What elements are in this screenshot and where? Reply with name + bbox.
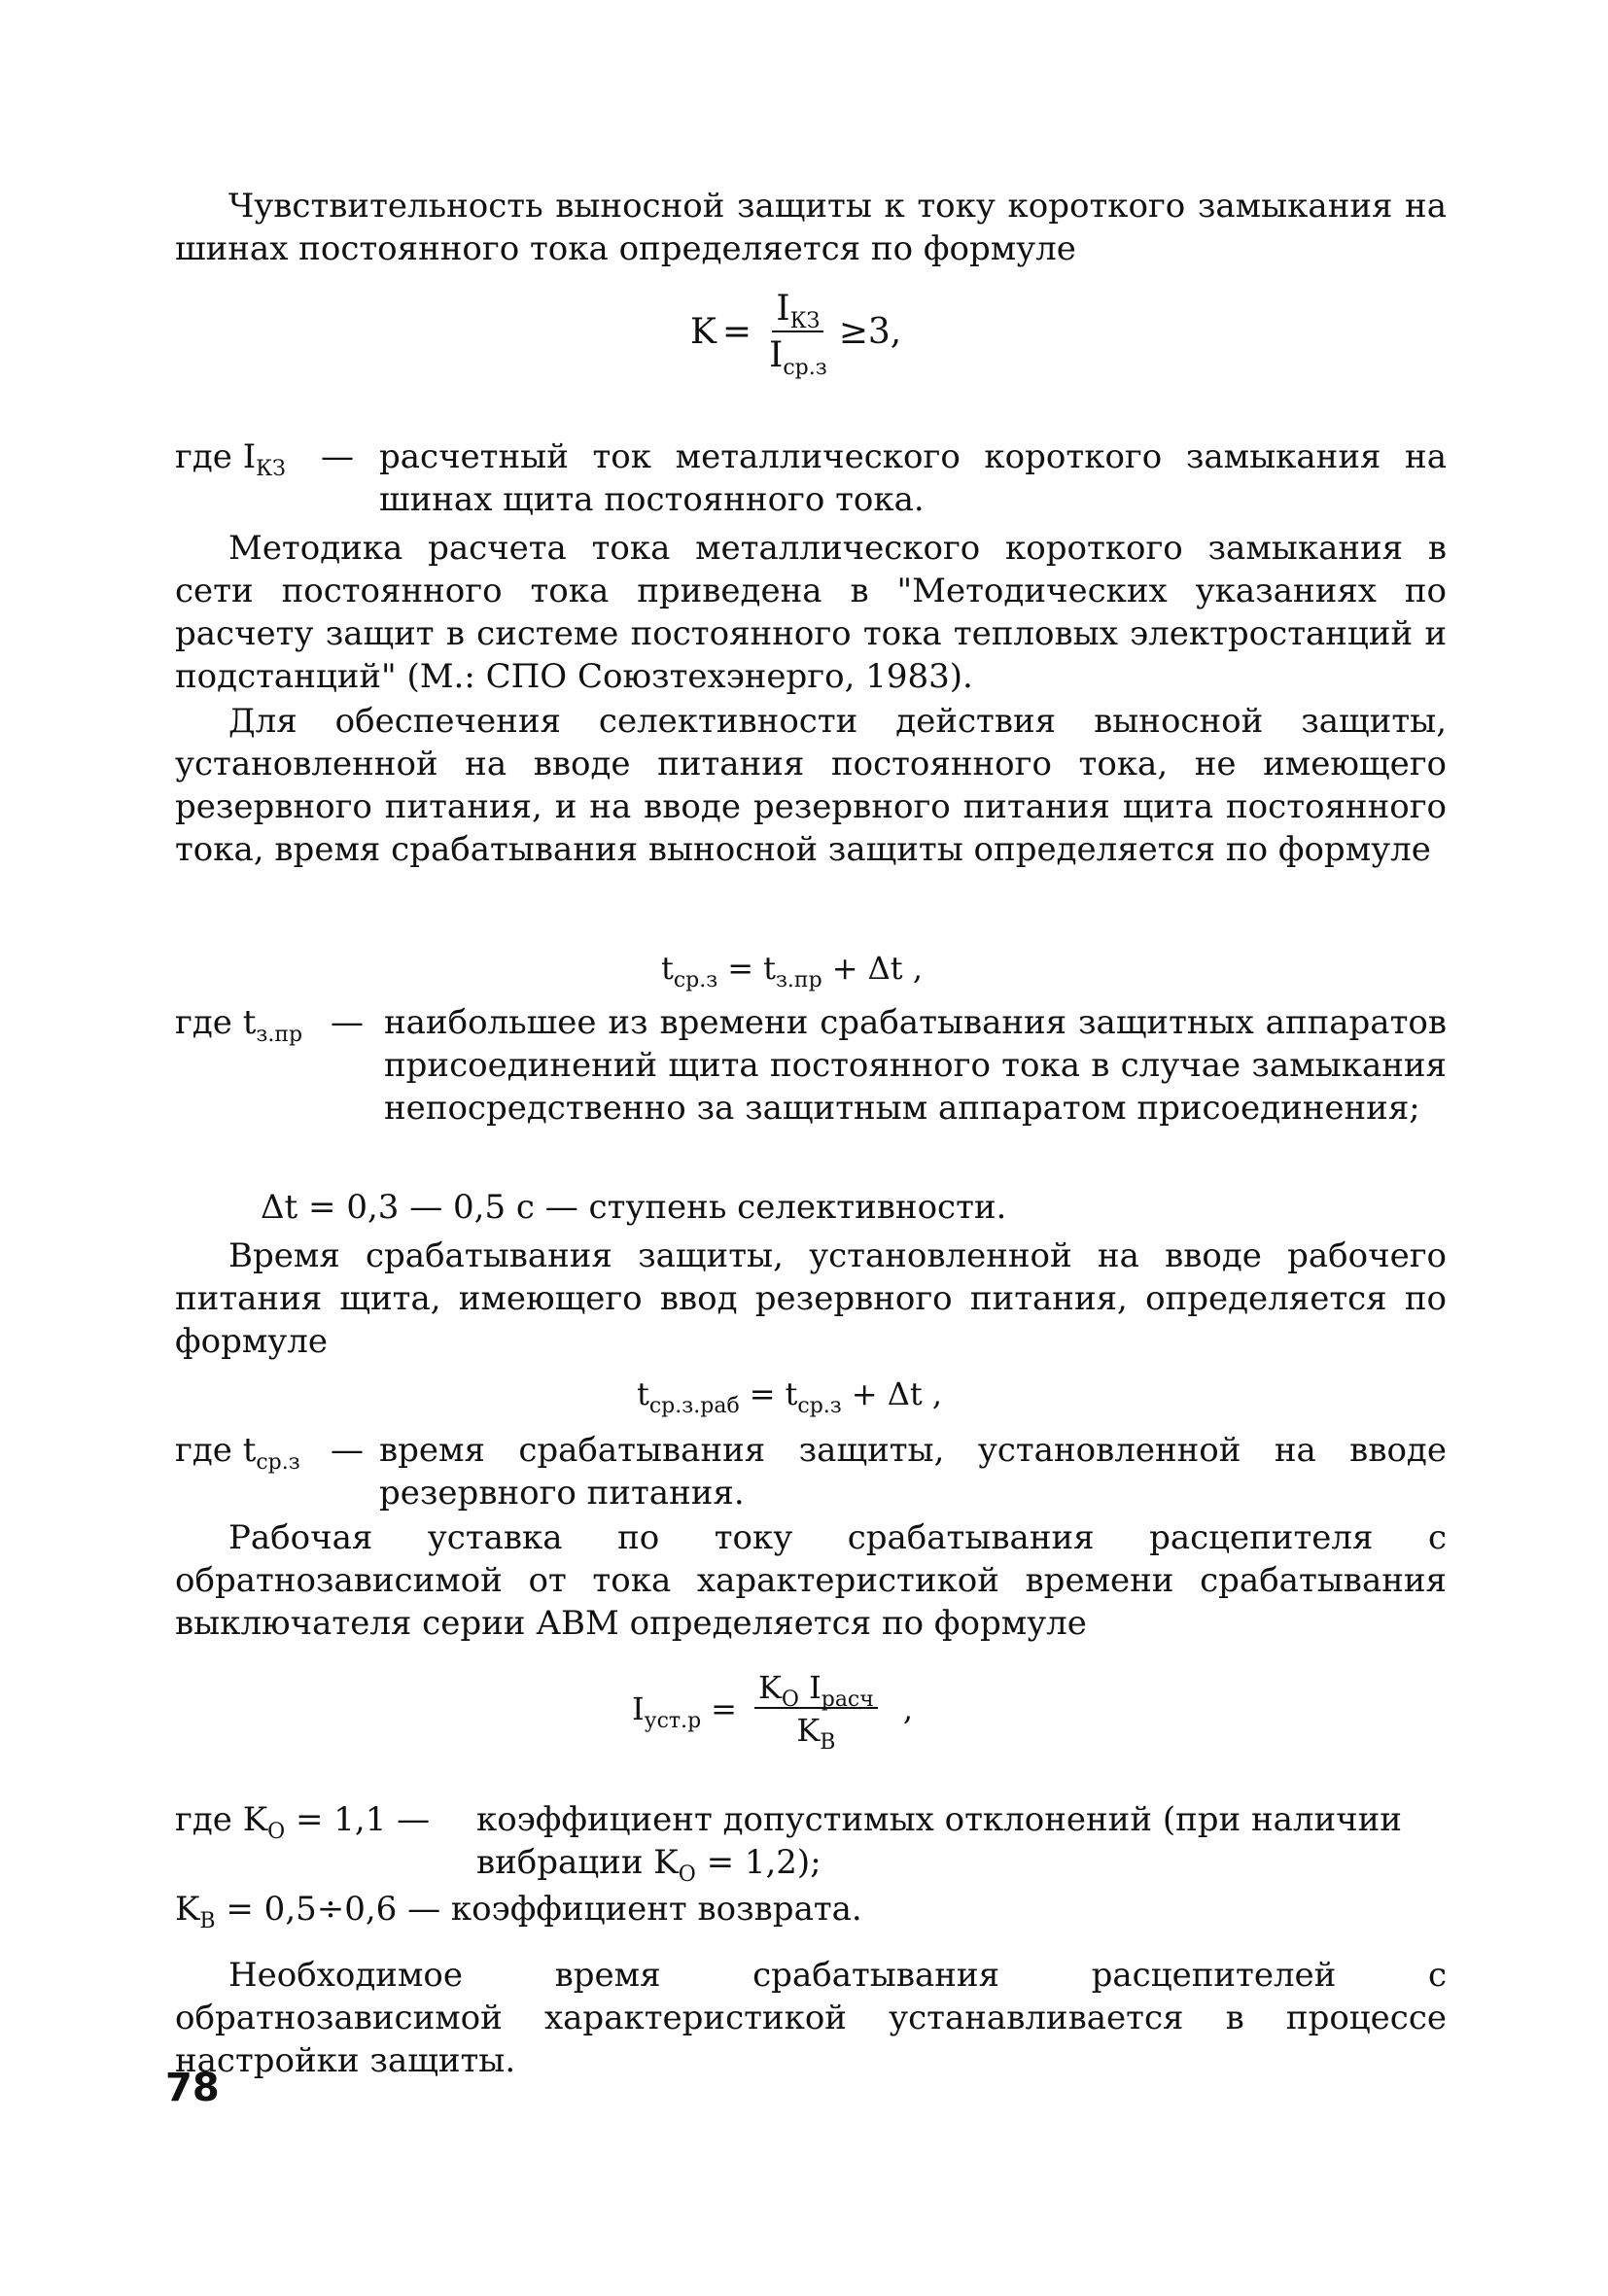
definition-ikz <box>175 435 1447 523</box>
definition-tsrz <box>175 1429 1447 1516</box>
definition-text: наибольшее из времени срабатывания защитных аппаратов присоединений щита постоянного тока в случае замыкания непосредственно за защитным аппаратом присоединения; <box>384 1003 1447 1128</box>
definition-ko <box>175 1798 1447 1886</box>
formula-lhs: $t_{ср.з.раб}$ <box>637 1375 740 1418</box>
formula-tail: + Δt , <box>851 1375 943 1412</box>
paragraph-selectivity: Для обеспечения селективности действия выносной защиты, установленной на вводе питания постоянного тока, не имеющего резервного питания, и на вводе резервного питания щита постоянного тока, время срабатывания выносной защиты определяется по формуле <box>175 702 1447 869</box>
formula-symbol: K <box>690 312 717 352</box>
definition-delta-t: Δt = 0,3 — 0,5 с — ступень селективности. <box>261 1188 1007 1227</box>
formula-tsrz <box>661 950 923 992</box>
fraction-denominator: $I_{ср.з}$ <box>769 335 827 380</box>
definition-symbol: где $K_О = 1,1$ — <box>175 1800 431 1844</box>
formula-tail: + Δt , <box>831 950 923 987</box>
definition-symbol: $K_В = 0,5\div 0,6$ — коэффициент возврата. <box>175 1890 862 1933</box>
definition-dash: — <box>321 437 354 476</box>
paragraph-sensitivity: Чувствительность выносной защиты к току короткого замыкания на шинах постоянного тока определяется по формуле <box>175 187 1447 268</box>
formula-iustr <box>632 1669 913 1755</box>
formula-operator: = <box>749 1375 776 1412</box>
paragraph-setting: Рабочая уставка по току срабатывания расцепителя с обратнозависимой от тока характеристикой времени срабатывания выключателя серии АВМ определяется по формуле <box>175 1518 1447 1643</box>
fraction-numerator: $K_О$ $I_{расч}$ <box>754 1672 878 1709</box>
formula-operator: = <box>727 950 754 987</box>
formula-fraction <box>765 289 831 380</box>
paragraph-methodology: Методика расчета тока металлического короткого замыкания в сети постоянного тока приведена в "Методических указаниях по расчету защит в системе постоянного тока тепловых электростанций и подстанций" (М.: СПО Союзтехэнерго, 1983). <box>175 529 1447 696</box>
formula-relation: ≥3, <box>838 312 902 352</box>
formula-rhs: $t_{з.пр}$ <box>763 950 822 992</box>
definition-dash: — <box>331 1003 364 1042</box>
definition-dash: — <box>331 1431 364 1470</box>
definition-text: время срабатывания защиты, установленной на вводе резервного питания. <box>379 1431 1447 1513</box>
formula-operator: = <box>711 1690 737 1727</box>
definition-text: коэффициент допустимых отклонений (при наличии вибрации $K_О = 1,2$); <box>476 1800 1402 1887</box>
formula-operator: = <box>721 312 752 352</box>
definition-symbol: где $I_{КЗ}$ <box>175 437 286 481</box>
definition-tzpr <box>175 1001 1447 1176</box>
definition-symbol: где $t_{ср.з}$ <box>175 1431 300 1475</box>
formula-lhs: $t_{ср.з}$ <box>661 950 718 992</box>
definition-symbol: где $t_{з.пр}$ <box>175 1003 303 1047</box>
formula-tail: , <box>902 1690 913 1727</box>
paragraph-working-input: Время срабатывания защиты, установленной на вводе рабочего питания щита, имеющего ввод резервного питания, определяется по формуле <box>175 1236 1447 1361</box>
formula-tsrzrab <box>637 1375 943 1418</box>
fraction-numerator: $I_{КЗ}$ <box>772 292 823 332</box>
formula-sensitivity <box>690 289 902 380</box>
formula-fraction <box>754 1669 878 1755</box>
page-number: 78 <box>165 2066 220 2110</box>
fraction-denominator: $K_В$ <box>796 1712 836 1755</box>
definition-text: расчетный ток металлического короткого замыкания на шинах щита постоянного тока. <box>379 437 1447 519</box>
formula-rhs: $t_{ср.з}$ <box>785 1375 842 1418</box>
definition-kv <box>175 1888 1447 1932</box>
formula-lhs: $I_{уст.р}$ <box>632 1690 702 1733</box>
paragraph-conclusion: Необходимое время срабатывания расцепителей с обратнозависимой характеристикой устанавливается в процессе настройки защиты. <box>175 1956 1447 2080</box>
